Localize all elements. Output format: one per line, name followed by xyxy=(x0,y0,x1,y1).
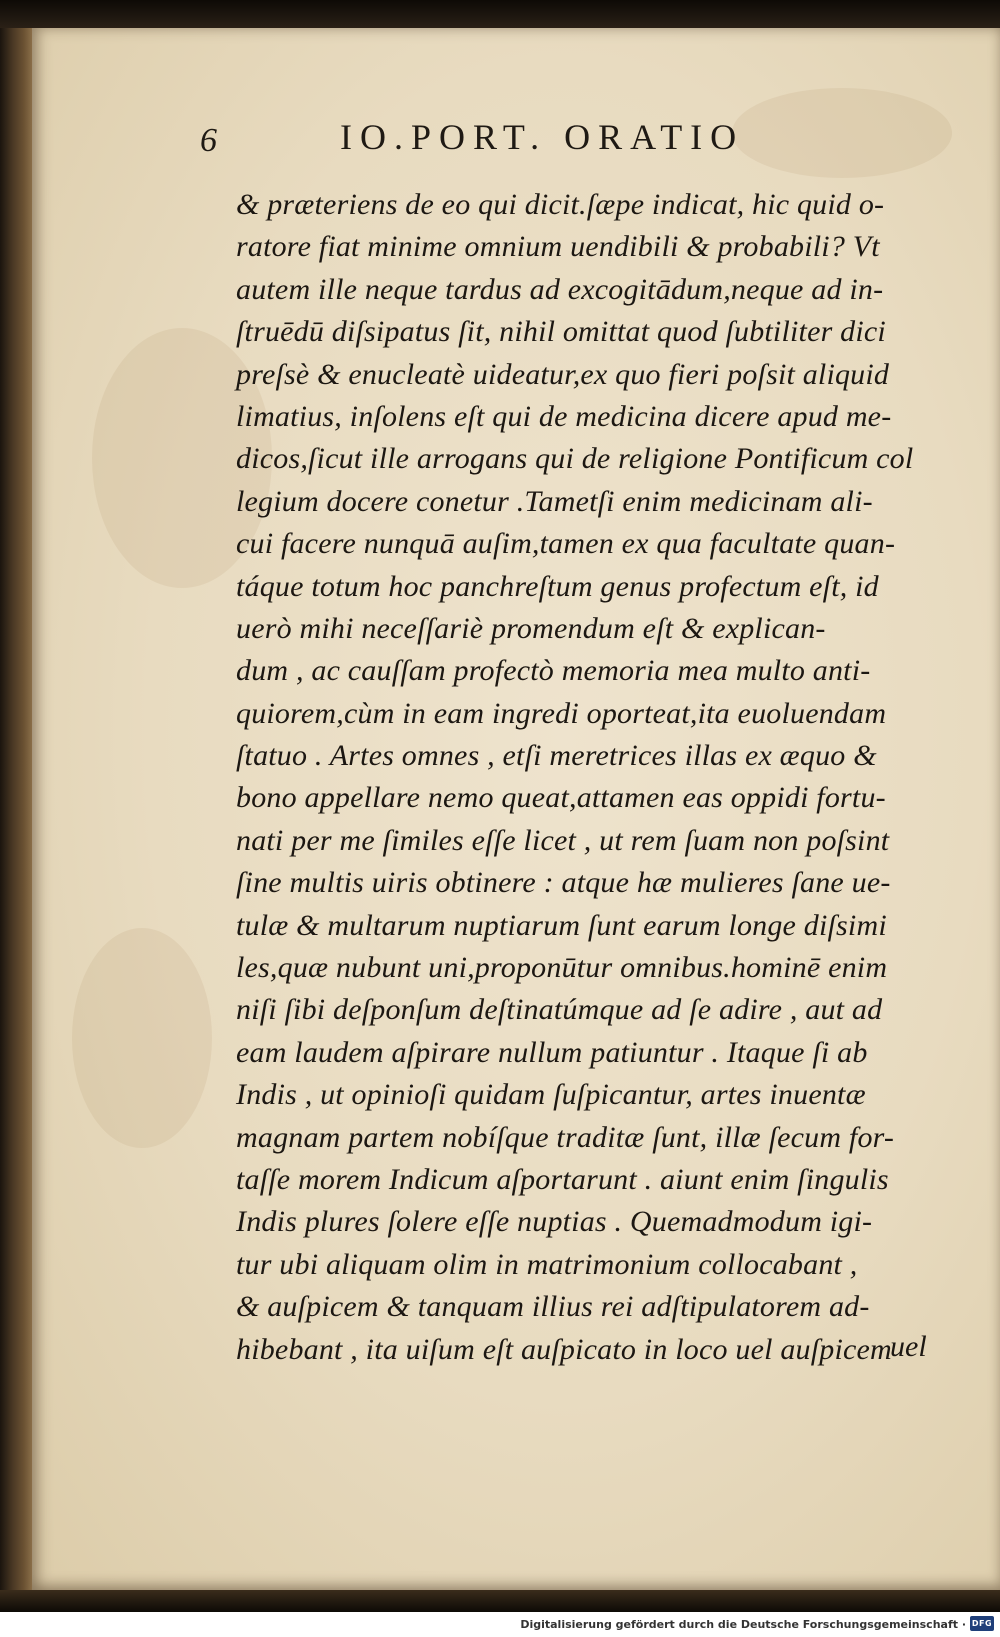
text-line: quiorem,cùm in eam ingredi oporteat,ita euoluendam xyxy=(236,696,887,730)
funding-credit: Digitalisierung gefördert durch die Deutsche Forschungsgemeinschaft · xyxy=(520,1618,966,1631)
text-line: ratore fiat minime omnium uendibili & probabili? Vt xyxy=(236,230,880,264)
text-line: tur ubi aliquam olim in matrimonium collocabant , xyxy=(236,1247,858,1281)
paper-stain xyxy=(72,928,212,1148)
book-spine-edge xyxy=(0,28,32,1608)
page-header xyxy=(200,110,920,166)
text-line: dicos,ſicut ille arrogans qui de religione Pontificum col xyxy=(236,442,914,476)
text-line: niſi ſibi deſponſum deſtinatúmque ad ſe adire , aut ad xyxy=(236,993,883,1027)
text-line: ſine multis uiris obtinere : atque hæ mulieres ſane ue- xyxy=(236,866,891,900)
text-line: autem ille neque tardus ad excogitādum,neque ad in- xyxy=(236,272,884,306)
text-line: & præteriens de eo qui dicit.ſæpe indicat, hic quid o- xyxy=(236,188,885,221)
text-line: preſsè & enucleatè uideatur,ex quo fieri poſsit aliquid xyxy=(236,357,890,391)
running-head: IO.PORT. ORATIO xyxy=(340,117,745,157)
text-line: cui facere nunquā auſim,tamen ex qua facultate quan- xyxy=(236,527,896,561)
text-line: uerò mihi neceſſariè promendum eſt & explican- xyxy=(236,611,826,645)
footer-credit-bar xyxy=(0,1612,1000,1637)
body-text xyxy=(236,184,926,1371)
catchword: uel xyxy=(890,1330,927,1363)
page-number: 6 xyxy=(200,122,218,159)
text-line: magnam partem nobíſque traditæ ſunt, illæ ſecum for- xyxy=(236,1120,895,1154)
text-line: tulæ & multarum nuptiarum ſunt earum longe diſsimi xyxy=(236,908,887,942)
scan-bottom-shadow xyxy=(0,1590,1000,1612)
text-line: legium docere conetur .Tametſi enim medicinam ali- xyxy=(236,484,873,518)
text-line: nati per me ſimiles eſſe licet , ut rem ſuam non poſsint xyxy=(236,823,890,857)
text-line: Indis plures ſolere eſſe nuptias . Quemadmodum igi- xyxy=(236,1205,873,1239)
scan-top-shadow xyxy=(0,0,1000,28)
text-line: ſtatuo . Artes omnes , etſi meretrices illas ex æquo & xyxy=(236,739,877,773)
text-line: taſſe morem Indicum aſportarunt . aiunt enim ſingulis xyxy=(236,1162,889,1196)
text-line: dum , ac cauſſam profectò memoria mea multo anti- xyxy=(236,654,871,688)
text-line: les,quæ nubunt uni,proponūtur omnibus.hominē enim xyxy=(236,951,888,985)
text-line: ſtruēdū diſsipatus ſit, nihil omittat quod ſubtiliter dici xyxy=(236,315,886,349)
text-line: Indis , ut opinioſi quidam ſuſpicantur, artes inuentæ xyxy=(236,1078,866,1112)
text-line: eam laudem aſpirare nullum patiuntur . Itaque ſi ab xyxy=(236,1035,868,1069)
text-line: & auſpicem & tanquam illius rei adſtipulatorem ad- xyxy=(236,1290,870,1324)
text-line: táque totum hoc panchreſtum genus profectum eſt, id xyxy=(236,569,879,603)
text-line: bono appellare nemo queat,attamen eas oppidi fortu- xyxy=(236,781,886,815)
text-line: limatius, inſolens eſt qui de medicina dicere apud me- xyxy=(236,399,892,433)
dfg-logo: DFG xyxy=(970,1616,994,1631)
text-line: hibebant , ita uiſum eſt auſpicato in loco uel auſpicem xyxy=(236,1332,892,1366)
